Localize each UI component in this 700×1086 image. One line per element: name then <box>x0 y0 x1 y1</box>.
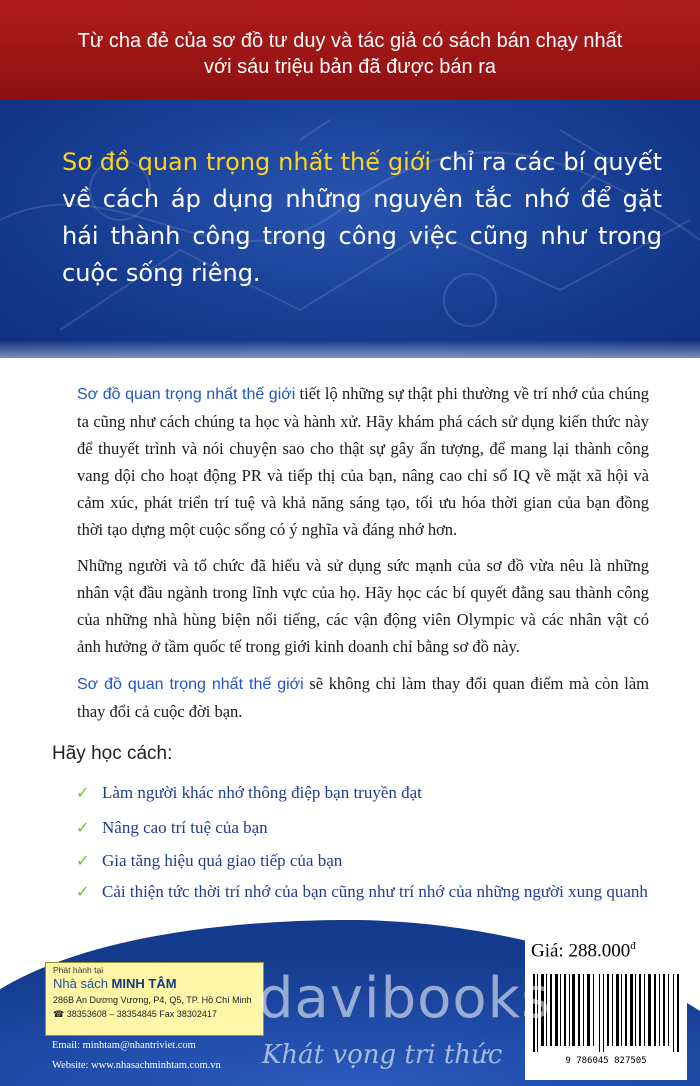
paragraph-3 <box>77 670 649 725</box>
check-icon: ✓ <box>76 851 90 870</box>
band-fade <box>0 340 700 380</box>
paragraph-3-text: sẽ không chỉ làm thay đổi quan điểm mà còn làm thay đổi cả cuộc đời bạn. <box>77 674 650 721</box>
lead-rest: chỉ ra các bí quyết về cách áp dụng những nguyên tắc nhớ để gặt hái thành công trong công việc cũng như trong cuộc sống riêng. <box>62 148 662 287</box>
check-icon: ✓ <box>76 818 90 837</box>
barcode-bars <box>533 974 679 1052</box>
top-banner <box>0 0 700 100</box>
publisher-email: Email: minhtam@nhantriviet.com <box>52 1040 196 1051</box>
price-box <box>525 934 687 968</box>
publisher-label: Phát hành tại <box>53 965 104 975</box>
paragraph-1 <box>77 380 649 543</box>
banner-line-2: với sáu triệu bản đã được bán ra <box>203 56 496 78</box>
publisher-phone: ☎ 38353608 – 38354845 Fax 38302417 <box>53 1009 217 1019</box>
watermark-slogan: Khát vọng tri thức <box>262 1040 503 1070</box>
learn-item: ✓ Nâng cao trí tuệ của bạn <box>76 813 656 842</box>
check-icon: ✓ <box>76 783 90 802</box>
paragraph-2: Những người và tổ chức đã hiểu và sử dụng sức mạnh của sơ đồ vừa nêu là những nhân vật đầu ngành trong lĩnh vực của họ. Hãy học các bí quyết đằng sau thành công của những nhà hùng biện nổi tiếng, các vận động viên Olympic và các nhân vật có ảnh hưởng ở tầm quốc tế trong giới kinh doanh chỉ bằng sơ đồ này. <box>77 556 649 656</box>
learn-item: ✓ Cải thiện tức thời trí nhớ của bạn cũng như trí nhớ của những người xung quanh <box>76 877 656 906</box>
lead-panel <box>0 100 700 358</box>
lead-text <box>62 144 662 292</box>
barcode-number: 9 786045 827505 <box>565 1056 647 1066</box>
learn-heading: Hãy học cách: <box>52 743 173 764</box>
price-label: Giá: $288.000^đ$ <box>531 940 636 962</box>
learn-item: ✓ Gia tăng hiệu quả giao tiếp của bạn <box>76 846 656 875</box>
paragraph-3-title: Sơ đồ quan trọng nhất thế giới <box>77 676 304 693</box>
publisher-website: Website: www.nhasachminhtam.com.vn <box>52 1060 221 1071</box>
publisher-name: Nhà sách MINH TÂM <box>53 976 177 991</box>
publisher-address: 286B An Dương Vương, P4, Q5, TP. Hồ Chí Minh <box>53 995 252 1005</box>
watermark-brand: davibooks <box>258 966 552 1031</box>
publisher-box <box>45 962 264 1036</box>
learn-item: ✓ Làm người khác nhớ thông điệp bạn truyền đạt <box>76 778 656 807</box>
banner-line-1: Từ cha đẻ của sơ đồ tư duy và tác giả có sách bán chạy nhất <box>77 30 623 52</box>
paragraph-1-title: Sơ đồ quan trọng nhất thế giới <box>77 386 296 403</box>
paragraph-1-text: tiết lộ những sự thật phi thường về trí nhớ của chúng ta cũng như cách chúng ta học và hành xử. Hãy khám phá cách sử dụng kiến thức này để thuyết trình và nói chuyện sao cho thật sự gây ấn tượng, để mang lại thành công vang dội cho hoạt động PR và tiếp thị của bạn, nâng cao chỉ số IQ về mặt xã hội và cảm xúc, phát triển trí tuệ và khả năng sáng tạo, tối ưu hóa thời gian của bạn đồng thời tạo dựng một cuộc sống có ý nghĩa và đáng nhớ hơn. <box>77 384 649 539</box>
check-icon: ✓ <box>76 882 90 901</box>
lead-highlight: Sơ đồ quan trọng nhất thế giới <box>62 148 432 176</box>
